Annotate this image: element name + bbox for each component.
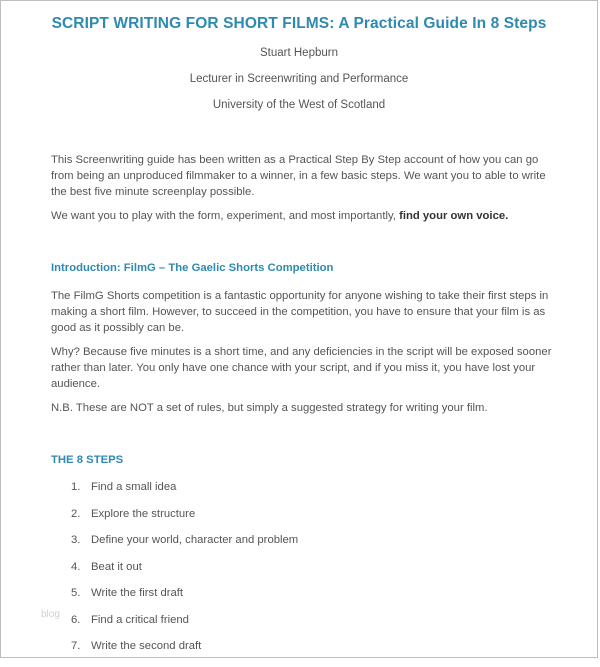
list-item — [71, 614, 298, 641]
list-item — [71, 508, 298, 535]
author-name: Stuart Hepburn — [260, 47, 338, 59]
steps-list — [71, 481, 298, 667]
step-text: Write the first draft — [91, 587, 184, 599]
step-text: Explore the structure — [91, 507, 196, 520]
list-item — [71, 534, 298, 561]
list-item — [71, 481, 298, 508]
step-number: 4. — [71, 560, 81, 573]
play-paragraph-emphasis: find your own voice. — [399, 210, 509, 222]
intro-paragraph: This Screenwriting guide has been written as a Practical Step By Step account of how you can go from being an unproduced filmmaker to a winner, in a few basic steps. We want you to able to write the best five minute screenplay possible. — [51, 154, 546, 198]
step-text: Beat it out — [91, 560, 142, 573]
document-title: SCRIPT WRITING FOR SHORT FILMS: A Practical Guide In 8 Steps — [51, 15, 547, 32]
list-item — [71, 587, 298, 614]
list-item — [71, 640, 298, 667]
section-heading: Introduction: FilmG – The Gaelic Shorts Competition — [51, 262, 334, 274]
play-paragraph — [51, 208, 563, 224]
section-paragraph-3: N.B. These are NOT a set of rules, but simply a suggested strategy for writing your film. — [51, 402, 488, 414]
list-item — [71, 561, 298, 588]
author-institution: University of the West of Scotland — [212, 99, 386, 111]
step-number: 1. — [71, 481, 81, 493]
step-number: 6. — [71, 613, 81, 626]
play-paragraph-lead: We want you to play with the form, experiment, and most importantly, — [51, 210, 400, 222]
section-paragraph-1: The FilmG Shorts competition is a fantastic opportunity for anyone wishing to take their first steps in making a short film. However, to succeed in the competition, you have to ensure that your film is as good as it possibly can be. — [51, 290, 549, 334]
step-text: Find a critical friend — [91, 613, 189, 626]
steps-heading: THE 8 STEPS — [51, 454, 124, 466]
step-number: 5. — [71, 587, 81, 599]
step-text: Find a small idea — [91, 481, 177, 493]
author-role: Lecturer in Screenwriting and Performance — [189, 73, 409, 85]
step-text: Define your world, character and problem — [91, 534, 299, 546]
step-number: 3. — [71, 534, 81, 546]
step-number: 7. — [71, 640, 81, 652]
step-text: Write the second draft — [91, 640, 202, 652]
watermark: blog — [41, 609, 60, 620]
step-number: 2. — [71, 507, 81, 520]
section-paragraph-2: Why? Because five minutes is a short time, and any deficiencies in the script will be exposed sooner rather than later. You only have one chance with your script, and if you miss it, you have lost your audience. — [51, 346, 552, 390]
